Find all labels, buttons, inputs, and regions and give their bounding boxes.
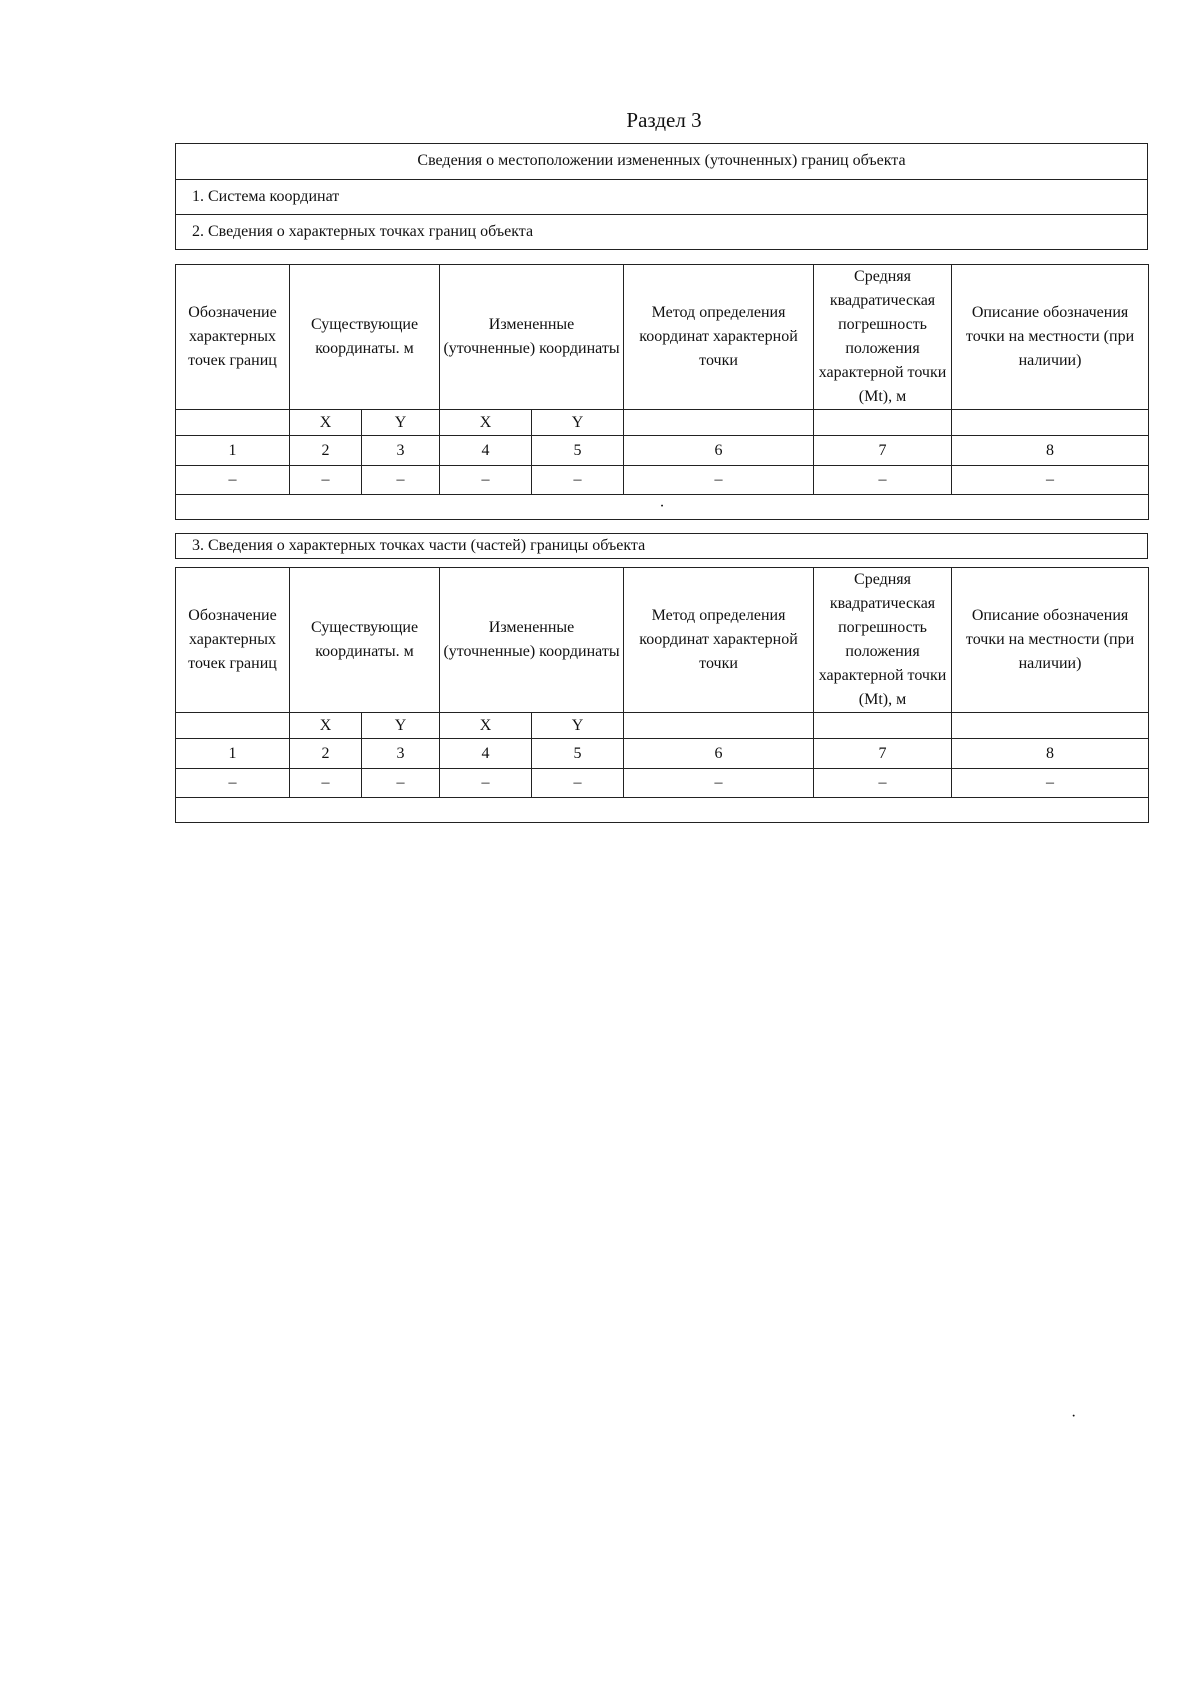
column-number: 2: [290, 436, 362, 466]
column-number: 6: [624, 739, 814, 769]
column-number: 7: [814, 739, 952, 769]
axis-y: Y: [362, 410, 440, 436]
header-existing-coords: Существующие координаты. м: [290, 568, 440, 713]
header-method: Метод определения координат характерной точки: [624, 568, 814, 713]
axis-cell: [814, 713, 952, 739]
column-number: 6: [624, 436, 814, 466]
empty-cell: [176, 798, 1149, 823]
dash-cell: –: [624, 769, 814, 798]
dash-cell: –: [532, 769, 624, 798]
axis-x: X: [440, 713, 532, 739]
empty-row: [176, 798, 1149, 823]
section-title: Раздел 3: [626, 108, 702, 132]
column-number: 1: [176, 436, 290, 466]
axis-cell: [176, 713, 290, 739]
coordinate-system-item: 1. Система координат: [176, 179, 1147, 214]
dash-cell: –: [176, 769, 290, 798]
axis-x: X: [290, 713, 362, 739]
header-title: Сведения о местоположении измененных (уточненных) границ объекта: [417, 152, 906, 169]
axis-x: X: [290, 410, 362, 436]
table-header-row: [176, 265, 1149, 410]
column-number: 8: [952, 436, 1149, 466]
header-changed-coords: Измененные (уточненные) координаты: [440, 265, 624, 410]
dash-cell: –: [952, 769, 1149, 798]
stray-mark: ·: [1071, 1408, 1077, 1425]
axis-cell: [176, 410, 290, 436]
column-number: 8: [952, 739, 1149, 769]
axis-x: X: [440, 410, 532, 436]
header-point-designation: Обозначение характерных точек границ: [176, 265, 290, 410]
header-method: Метод определения координат характерной точки: [624, 265, 814, 410]
dash-cell: –: [440, 769, 532, 798]
dash-cell: –: [814, 769, 952, 798]
part-boundary-points-item: 3. Сведения о характерных точках части (частей) границы объекта: [175, 533, 1148, 559]
note-cell: ·: [176, 495, 1149, 520]
axis-cell: [624, 713, 814, 739]
column-number: 7: [814, 436, 952, 466]
dash-cell: –: [176, 466, 290, 495]
dash-cell: –: [362, 769, 440, 798]
header-error: Средняя квадратическая погрешность положения характерной точки (Mt), м: [814, 265, 952, 410]
header-point-designation: Обозначение характерных точек границ: [176, 568, 290, 713]
axis-cell: [624, 410, 814, 436]
table-row: [176, 769, 1149, 798]
column-number: 5: [532, 739, 624, 769]
column-number: 5: [532, 436, 624, 466]
dash-cell: –: [362, 466, 440, 495]
column-number: 2: [290, 739, 362, 769]
header-description: Описание обозначения точки на местности (при наличии): [952, 568, 1149, 713]
axis-row: [176, 713, 1149, 739]
column-number-row: [176, 436, 1149, 466]
column-number: 4: [440, 436, 532, 466]
column-number: 4: [440, 739, 532, 769]
part-boundary-points-table: [175, 567, 1149, 823]
dash-cell: –: [952, 466, 1149, 495]
header-error: Средняя квадратическая погрешность положения характерной точки (Mt), м: [814, 568, 952, 713]
note-row: [176, 495, 1149, 520]
column-number-row: [176, 739, 1149, 769]
axis-cell: [952, 713, 1149, 739]
column-number: 1: [176, 739, 290, 769]
boundary-points-item: 2. Сведения о характерных точках границ объекта: [176, 214, 1147, 249]
dash-cell: –: [532, 466, 624, 495]
header-description: Описание обозначения точки на местности (при наличии): [952, 265, 1149, 410]
header-existing-coords: Существующие координаты. м: [290, 265, 440, 410]
dash-cell: –: [440, 466, 532, 495]
axis-cell: [814, 410, 952, 436]
axis-row: [176, 410, 1149, 436]
dash-cell: –: [624, 466, 814, 495]
table-header-row: [176, 568, 1149, 713]
header-box: [175, 143, 1148, 250]
axis-y: Y: [532, 713, 624, 739]
dash-cell: –: [290, 466, 362, 495]
column-number: 3: [362, 436, 440, 466]
table-row: [176, 466, 1149, 495]
axis-y: Y: [362, 713, 440, 739]
dash-cell: –: [290, 769, 362, 798]
column-number: 3: [362, 739, 440, 769]
boundary-points-table: [175, 264, 1149, 520]
axis-cell: [952, 410, 1149, 436]
dash-cell: –: [814, 466, 952, 495]
axis-y: Y: [532, 410, 624, 436]
header-changed-coords: Измененные (уточненные) координаты: [440, 568, 624, 713]
